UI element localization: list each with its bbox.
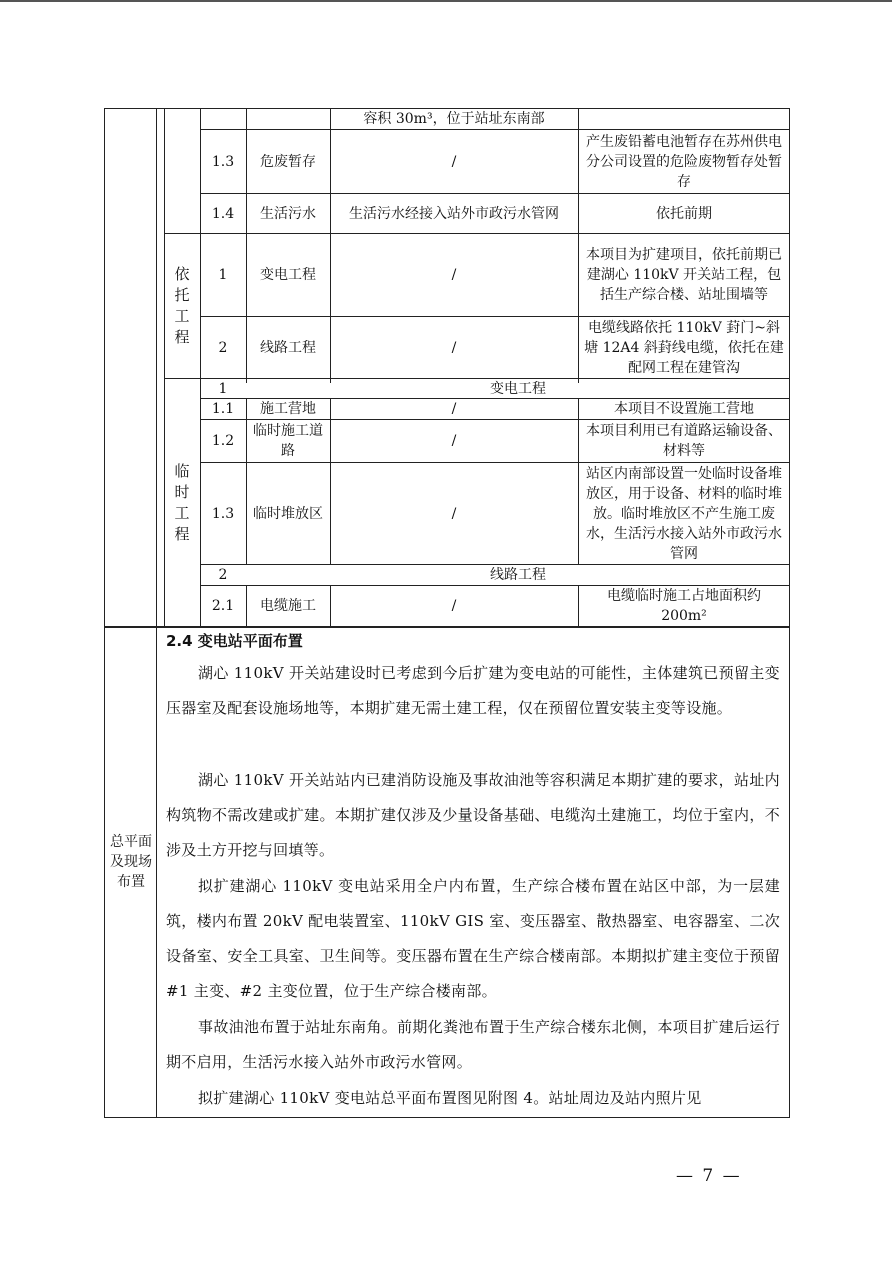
table-cell-name: 危废暂存 xyxy=(260,153,316,170)
table-cell-desc: / xyxy=(451,598,457,614)
subgroup-title: 变电工程 xyxy=(490,380,546,397)
table-cell-name: 临时堆放区 xyxy=(253,505,323,522)
table-cell-note: 电缆线路依托 110kV 葑门~斜塘 12A4 斜葑线电缆，依托在建配网工程在建管沟 xyxy=(584,319,784,376)
col-divider-6c xyxy=(578,585,579,627)
table-cell-desc: 容积 30m³，位于站址东南部 xyxy=(363,111,545,127)
table-cell-no: 1 xyxy=(218,267,228,283)
table-cell-note: 产生废铅蓄电池暂存在苏州供电分公司设置的危险废物暂存处暂存 xyxy=(586,133,782,190)
col-divider-4b xyxy=(246,398,247,564)
table-cell-desc: / xyxy=(451,339,457,356)
table-cell-no: 2 xyxy=(218,567,228,583)
table-cell-note: 本项目为扩建项目，依托前期已建湖心 110kV 开关站工程，包括生产综合楼、站址围墙等 xyxy=(586,247,782,303)
table-cell-no: 1.4 xyxy=(211,205,235,222)
col-divider-6b xyxy=(578,398,579,564)
table-cell-name: 线路工程 xyxy=(260,339,316,356)
table-cell-name: 施工营地 xyxy=(260,401,316,417)
table-cell-no: 1.3 xyxy=(211,505,235,522)
table-cell-name: 变电工程 xyxy=(260,267,316,283)
table-cell-name: 临时施工道路 xyxy=(253,423,323,459)
table-cell-note: 依托前期 xyxy=(656,205,712,222)
table-cell-note: 本项目利用已有道路运输设备、材料等 xyxy=(586,423,782,459)
table-cell-no: 1.2 xyxy=(211,433,235,449)
group-label-linshi: 临时工程 xyxy=(174,462,190,543)
table-cell-no: 1.3 xyxy=(211,153,235,170)
body-paragraph: 拟扩建湖心 110kV 变电站总平面布置图见附图 4。站址周边及站内照片见 xyxy=(198,1089,702,1107)
col-divider-2 xyxy=(164,108,165,627)
table-cell-desc: / xyxy=(451,267,457,283)
body-paragraph: 湖心 110kV 开关站站内已建消防设施及事故油池等容积满足本期扩建的要求，站址内构筑物不需改建或扩建。本期扩建仅涉及少量设备基础、电缆沟土建施工，均位于室内，不涉及土方开挖与回填等。 xyxy=(166,771,780,859)
group-label-yituo: 依托工程 xyxy=(174,265,190,346)
section-title: 2.4 变电站平面布置 xyxy=(166,632,303,650)
section-side-label: 总平面及现场布置 xyxy=(110,834,152,890)
table-cell-desc: 生活污水经接入站外市政污水管网 xyxy=(349,205,559,222)
col-divider-1 xyxy=(156,108,157,1118)
col-divider-6a xyxy=(578,108,579,383)
body-paragraph: 事故油池布置于站址东南角。前期化粪池布置于生产综合楼东北侧，本项目扩建后运行期不启用，生活污水接入站外市政污水管网。 xyxy=(166,1018,780,1071)
table-cell-desc: / xyxy=(451,153,457,170)
table-cell-name: 生活污水 xyxy=(260,205,316,222)
table-cell-no: 1.1 xyxy=(211,401,235,417)
top-border-line xyxy=(0,0,892,2)
subgroup-title: 线路工程 xyxy=(490,567,546,583)
table-cell-note: 本项目不设置施工营地 xyxy=(614,401,754,417)
table-cell-no: 2.1 xyxy=(211,598,235,614)
section-divider xyxy=(104,626,790,628)
page-number: — 7 — xyxy=(676,1166,742,1186)
body-paragraph: 拟扩建湖心 110kV 变电站采用全户内布置，生产综合楼布置在站区中部，为一层建筑，楼内布置 20kV 配电装置室、110kV GIS 室、变压器室、散热器室、电容器室、二次设备室、安全工具室、卫生间等。变压器布置在生产综合楼南部。本期拟扩建主变位于预留#1 主变、#2 主变位置，位于生产综合楼南部。 xyxy=(166,877,780,1000)
table-cell-note: 站区内南部设置一处临时设备堆放区，用于设备、材料的临时堆放。临时堆放区不产生施工废水，生活污水接入站外市政污水管网 xyxy=(586,465,782,562)
table-cell-desc: / xyxy=(451,505,457,522)
table-cell-note: 电缆临时施工占地面积约 200m² xyxy=(607,588,761,624)
table-cell-no: 1 xyxy=(218,380,228,397)
table-cell-name: 电缆施工 xyxy=(260,598,316,614)
body-paragraph: 湖心 110kV 开关站建设时已考虑到今后扩建为变电站的可能性，主体建筑已预留主变压器室及配套设施场地等，本期扩建无需土建工程，仅在预留位置安装主变等设施。 xyxy=(166,664,780,717)
table-cell-desc: / xyxy=(451,401,457,417)
table-cell-no: 2 xyxy=(218,339,228,356)
table-cell-desc: / xyxy=(451,433,457,449)
